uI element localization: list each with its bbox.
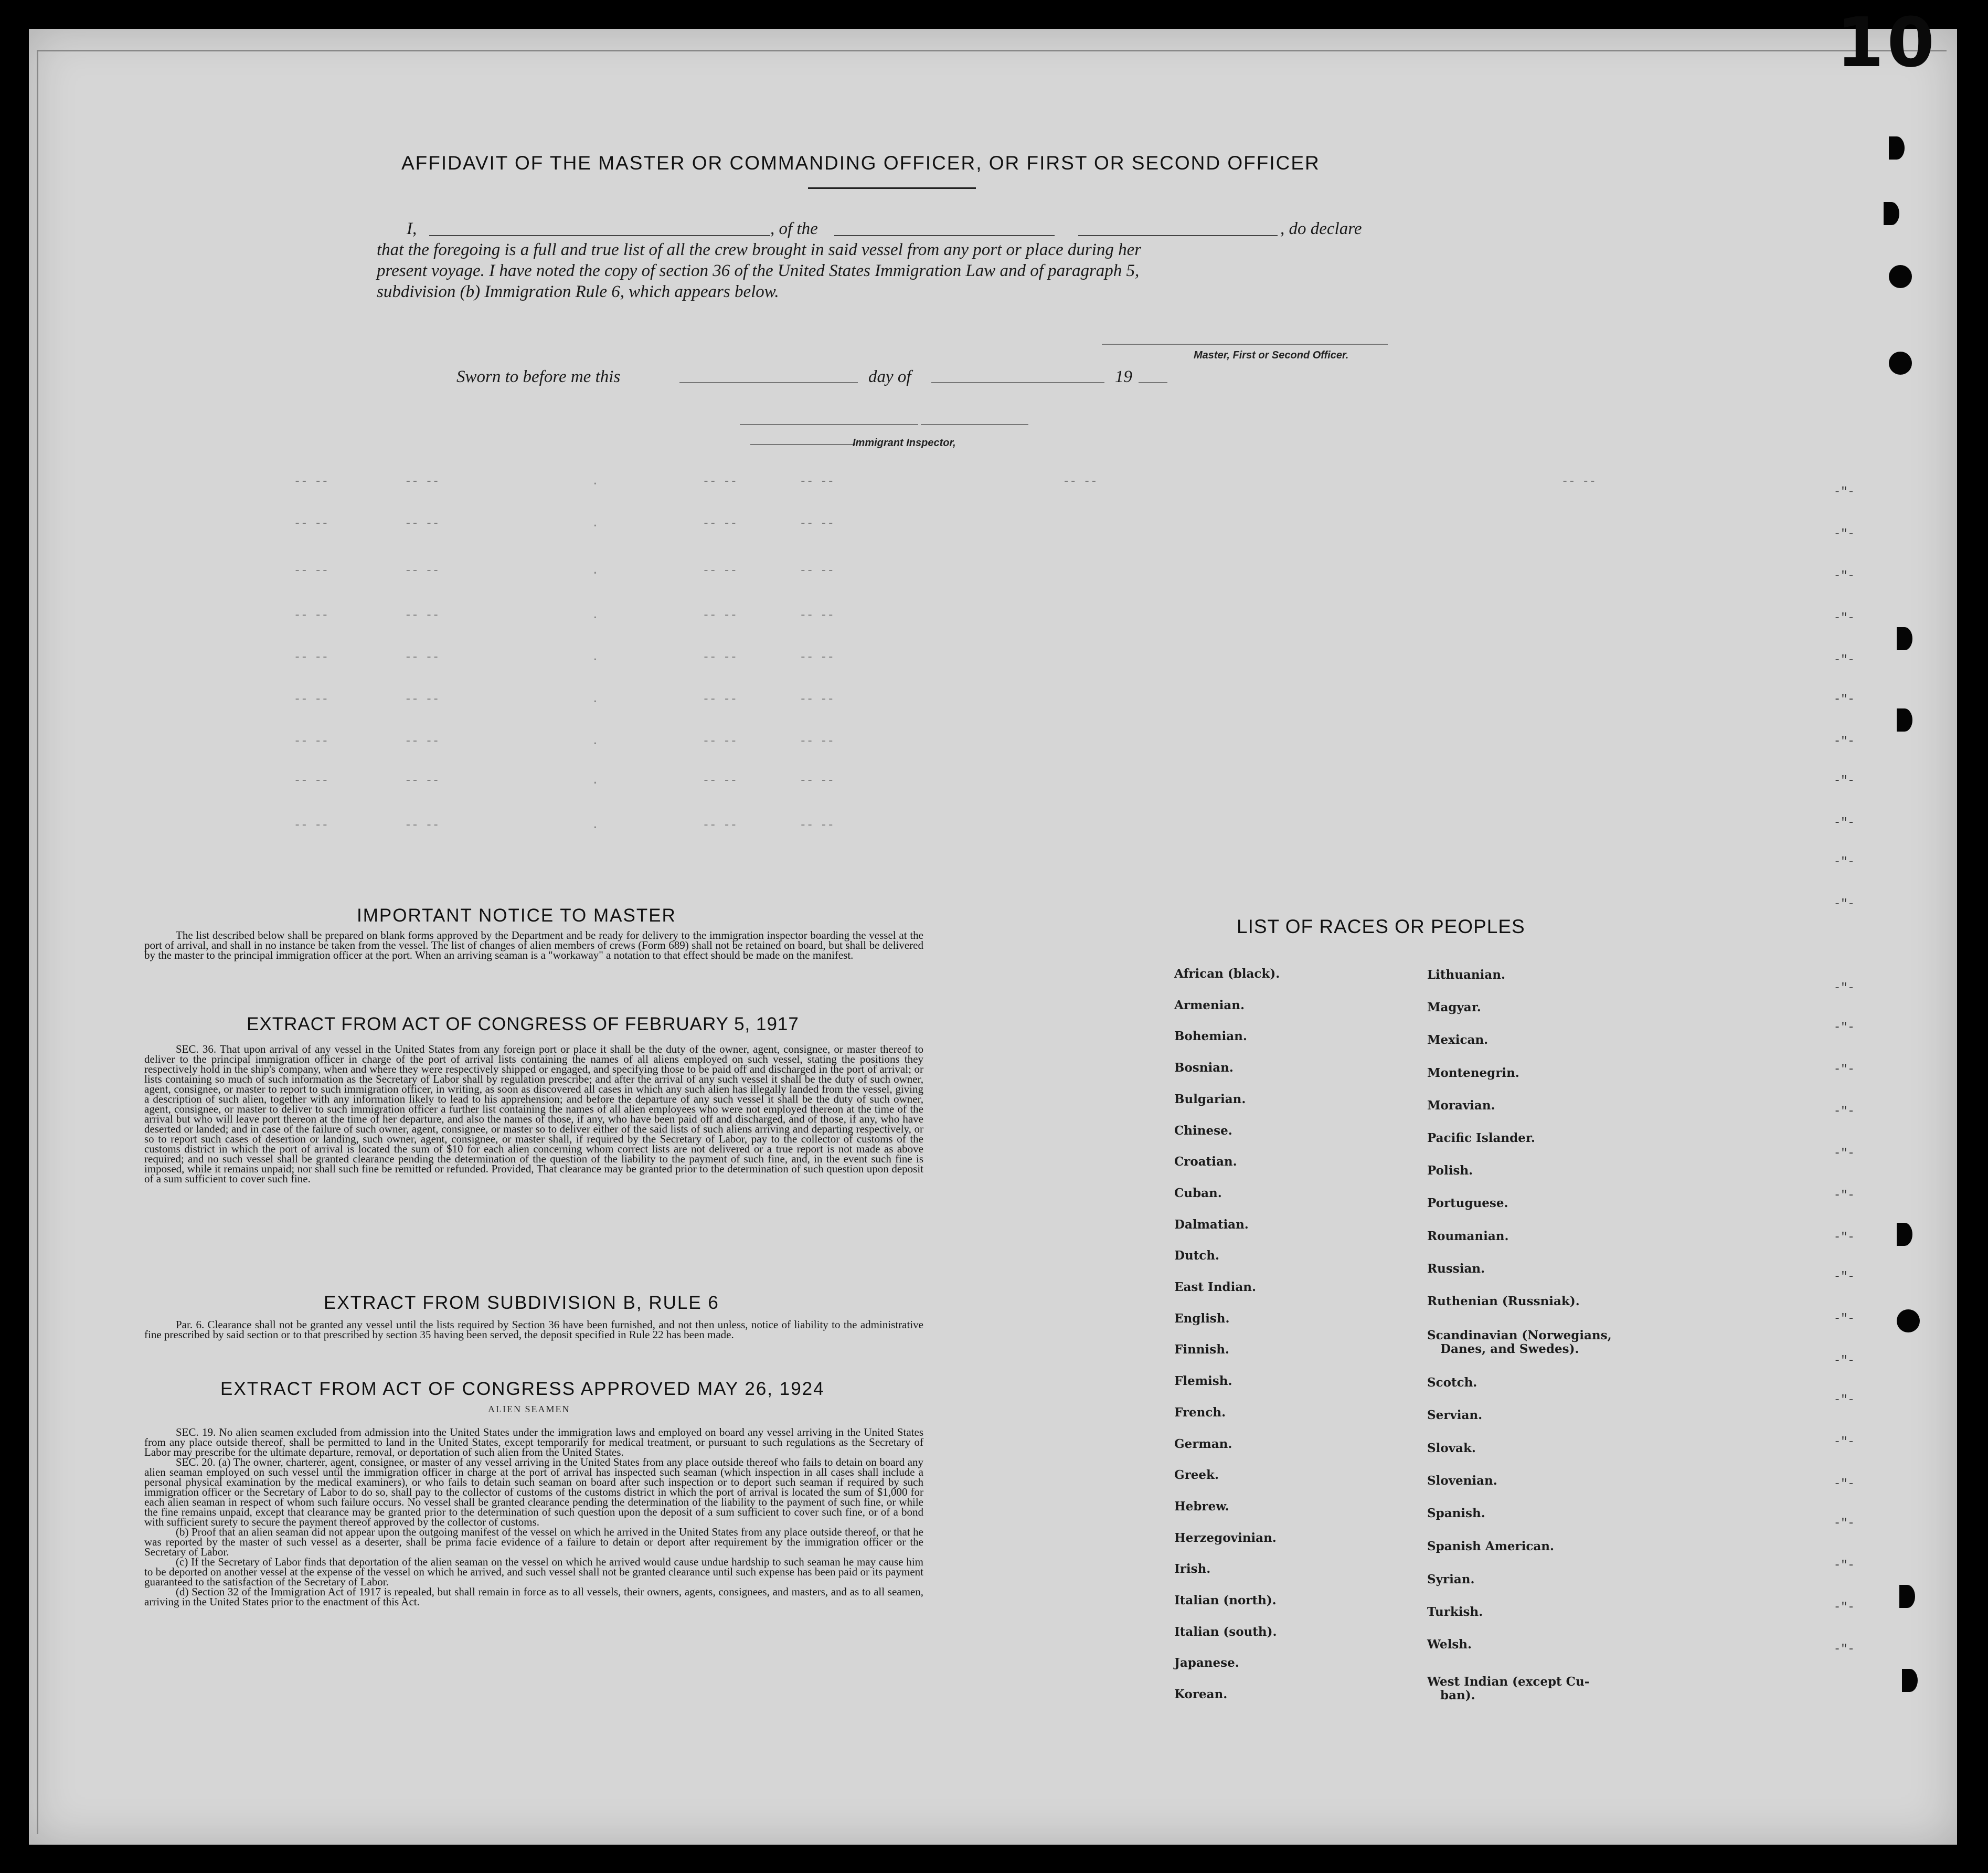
punch-hole-icon	[1899, 1585, 1915, 1608]
punch-hole-icon	[1897, 1309, 1920, 1332]
race-item: Portuguese.	[1427, 1196, 1508, 1210]
race-item: Bosnian.	[1174, 1061, 1234, 1075]
alien-seamen-subtitle: ALIEN SEAMEN	[488, 1404, 570, 1414]
inspector-blank-2[interactable]	[921, 424, 1028, 425]
race-item: Slovak.	[1427, 1441, 1476, 1455]
race-item: Russian.	[1427, 1262, 1485, 1276]
punch-hole-icon	[1889, 352, 1912, 375]
position-blank[interactable]	[834, 235, 1055, 236]
race-item: Japanese.	[1174, 1656, 1239, 1670]
race-item: English.	[1174, 1311, 1230, 1326]
ditto-mark: -"-	[1834, 1021, 1855, 1034]
race-item: Montenegrin.	[1427, 1066, 1519, 1080]
race-item: Hebrew.	[1174, 1499, 1229, 1514]
affidavit-declare: , do declare	[1280, 219, 1362, 238]
inspector-caption: Immigrant Inspector,	[853, 437, 956, 449]
sec-19-text: SEC. 19. No alien seamen excluded from admission into the United States under the immigration laws and employed on board any vessel arriving in the United States from any place outside thereof, shall be permitted to land in the United States, except temporarily for medical treatment, or pursuant to such regulations as the Secretary of Labor may prescribe for the ultimate departure, removal, or deportation of such alien from the United States.	[144, 1426, 923, 1458]
ditto-mark: -"-	[1834, 735, 1855, 748]
sworn-year: 19	[1115, 367, 1132, 386]
ditto-mark: -- -- -- -- . -- -- -- -- -- -- -- --	[294, 475, 1597, 488]
sec-20d-text: (d) Section 32 of the Immigration Act of 1917 is repealed, but shall remain in force as to all vessels, their owners, agents, consignees, and masters, and as to all seamen, arriving in the United States prior to the enactment of this Act.	[144, 1585, 923, 1608]
punch-hole-icon	[1897, 1223, 1912, 1246]
punch-hole-icon	[1902, 1669, 1918, 1692]
ditto-mark: -"-	[1834, 897, 1855, 911]
sec-20b-text: (b) Proof that an alien seaman did not appear upon the outgoing manifest of the vessel on which he arrived in the United States from any place outside thereof, or that he was reported by the master of such vessel as a deserter, shall be prima facie evidence of a failure to detain or deport after requirement by the immigration officer or the Secretary of Labor.	[144, 1526, 923, 1558]
race-item: Dutch.	[1174, 1248, 1220, 1263]
affidavit-of-the: , of the	[770, 219, 818, 238]
ditto-mark: -"-	[1834, 1477, 1855, 1490]
race-item: Roumanian.	[1427, 1229, 1509, 1243]
race-item: Danes, and Swedes).	[1440, 1342, 1579, 1356]
punch-hole-icon	[1897, 627, 1912, 650]
ditto-mark: -"-	[1834, 774, 1855, 787]
race-item: Servian.	[1427, 1408, 1483, 1422]
ditto-mark: -"-	[1834, 653, 1855, 666]
race-item: Scandinavian (Norwegians,	[1427, 1328, 1612, 1342]
ditto-mark: -"-	[1834, 1435, 1855, 1448]
ditto-mark: -"-	[1834, 981, 1855, 994]
master-caption: Master, First or Second Officer.	[1194, 350, 1349, 361]
race-item: Syrian.	[1427, 1572, 1475, 1586]
race-item: Dalmatian.	[1174, 1218, 1249, 1232]
race-item: Moravian.	[1427, 1098, 1495, 1113]
ditto-mark: -"-	[1834, 527, 1855, 541]
name-blank[interactable]	[429, 235, 770, 236]
ditto-mark: -"-	[1834, 1312, 1855, 1325]
race-item: Greek.	[1174, 1468, 1219, 1482]
vessel-blank[interactable]	[1078, 235, 1278, 236]
race-item: Herzegovinian.	[1174, 1531, 1277, 1545]
race-item: Pacific Islander.	[1427, 1131, 1535, 1145]
race-item: Spanish American.	[1427, 1539, 1555, 1553]
race-item: Italian (north).	[1174, 1593, 1277, 1607]
extract-1924-title: EXTRACT FROM ACT OF CONGRESS APPROVED MAY 26, 1924	[220, 1379, 825, 1399]
ditto-mark: -- -- -- -- . -- -- -- --	[294, 517, 834, 530]
extract-rule6-title: EXTRACT FROM SUBDIVISION B, RULE 6	[324, 1293, 719, 1313]
ditto-mark: -"-	[1834, 569, 1855, 583]
race-item: Turkish.	[1427, 1605, 1483, 1619]
ditto-mark: -"-	[1834, 693, 1855, 706]
race-item: Korean.	[1174, 1687, 1228, 1701]
punch-hole-icon	[1897, 708, 1912, 732]
race-item: Welsh.	[1427, 1637, 1472, 1652]
extract-1917-title: EXTRACT FROM ACT OF CONGRESS OF FEBRUARY 5, 1917	[247, 1014, 799, 1034]
ditto-mark: -- -- -- -- . -- -- -- --	[294, 609, 834, 622]
race-item: Mexican.	[1427, 1033, 1489, 1047]
race-item: Scotch.	[1427, 1375, 1477, 1390]
sworn-day-of: day of	[868, 367, 911, 386]
ditto-mark: -"-	[1834, 485, 1855, 499]
race-item: African (black).	[1174, 967, 1280, 981]
race-item: Spanish.	[1427, 1506, 1485, 1520]
affidavit-line-i: I,	[407, 219, 417, 238]
ditto-mark: -- -- -- -- . -- -- -- --	[294, 774, 834, 787]
inspector-blank-3[interactable]	[750, 444, 855, 445]
ditto-mark: -"-	[1834, 1393, 1855, 1406]
race-item: Croatian.	[1174, 1155, 1237, 1169]
signature-blank[interactable]	[1102, 344, 1388, 345]
ditto-mark: -"-	[1834, 1105, 1855, 1118]
ditto-mark: -"-	[1834, 1354, 1855, 1367]
sec-20c-text: (c) If the Secretary of Labor finds that deportation of the alien seaman on the vessel on which he arrived would cause undue hardship to such seaman he may cause him to be deported on another vessel at the expense of the vessel on which he arrived, and such vessel shall not be granted clearance until such expense has been paid or its payment guaranteed to the satisfaction of the Secretary of Labor.	[144, 1555, 923, 1588]
ditto-mark: -"-	[1834, 1601, 1855, 1614]
notice-title: IMPORTANT NOTICE TO MASTER	[357, 905, 676, 926]
race-item: German.	[1174, 1437, 1232, 1451]
race-item: Ruthenian (Russniak).	[1427, 1294, 1580, 1308]
sworn-year-blank[interactable]	[1139, 382, 1167, 383]
ditto-mark: -- -- -- -- . -- -- -- --	[294, 651, 834, 664]
race-item: Armenian.	[1174, 998, 1245, 1012]
affidavit-line-4: subdivision (b) Immigration Rule 6, which appears below.	[377, 282, 779, 301]
affidavit-title: AFFIDAVIT OF THE MASTER OR COMMANDING OFFICER, OR FIRST OR SECOND OFFICER	[401, 152, 1320, 174]
race-item: West Indian (except Cu-	[1427, 1675, 1590, 1689]
sworn-day-blank[interactable]	[679, 382, 858, 383]
sworn-month-blank[interactable]	[931, 382, 1104, 383]
race-item: Chinese.	[1174, 1124, 1232, 1138]
ditto-mark: -"-	[1834, 1189, 1855, 1202]
ditto-mark: -- -- -- -- . -- -- -- --	[294, 735, 834, 748]
race-item: Cuban.	[1174, 1186, 1222, 1200]
left-border	[37, 50, 38, 1834]
punch-hole-icon	[1884, 202, 1899, 225]
race-item: Bohemian.	[1174, 1029, 1247, 1043]
ditto-mark: -"-	[1834, 611, 1855, 625]
extract-rule6-text: Par. 6. Clearance shall not be granted any vessel until the lists required by Section 36 have been furnished, and not then unless, notice of liability to the administrative fine prescribed by said section or to that prescribed by section 35 having been served, the deposit specified in Rule 22 has been made.	[144, 1318, 923, 1341]
sworn-prefix: Sworn to before me this	[456, 367, 621, 386]
page-number: 10	[1836, 3, 1938, 82]
affidavit-line-2: that the foregoing is a full and true list of all the crew brought in said vessel from any port or place during her	[377, 240, 1142, 259]
sec-20a-text: SEC. 20. (a) The owner, charterer, agent, consignee, or master of any vessel arriving in the United States from any place outside thereof who fails to detain on board any alien seaman employed on such vessel until the immigration officer in charge at the port of arrival has inspected such seaman (which inspection in all cases shall include a personal physical examination by the medical examiners), or who fails to detain such seaman on board after such inspection or to deport such seaman if required by such immigration officer or the Secretary of Labor to do so, shall pay to the collector of customs of the customs district in which the port of arrival is located the sum of $1,000 for each alien seaman in respect of whom such failure occurs. No vessel shall be granted clearance pending the determination of the liability to the payment of such fine, or while the fine remains unpaid, except that clearance may be granted prior to the determination of such question upon the deposit of a sum sufficient to cover such fine, or of a bond with sufficient surety to secure the payment thereof approved by the collector of customs.	[144, 1456, 923, 1528]
race-item: Magyar.	[1427, 1000, 1481, 1014]
race-item: Irish.	[1174, 1562, 1211, 1576]
ditto-mark: -"-	[1834, 1231, 1855, 1244]
race-item: Finnish.	[1174, 1342, 1229, 1357]
ditto-mark: -"-	[1834, 1559, 1855, 1572]
ditto-mark: -"-	[1834, 1643, 1855, 1656]
extract-1924-body	[144, 1427, 923, 1607]
race-item: East Indian.	[1174, 1280, 1256, 1294]
top-border	[37, 50, 1947, 51]
races-title: LIST OF RACES OR PEOPLES	[1237, 916, 1525, 937]
ditto-mark: -- -- -- -- . -- -- -- --	[294, 564, 834, 577]
race-item: Flemish.	[1174, 1374, 1232, 1388]
ditto-mark: -"-	[1834, 1517, 1855, 1530]
extract-1917-text: SEC. 36. That upon arrival of any vessel in the United States from any foreign port or place it shall be the duty of the owner, agent, consignee, or master thereof to deliver to the principal immigration officer in charge of the port of arrival lists containing the names of all aliens employed on such vessel, stating the positions they respectively hold in the ship's company, when and where they were respectively shipped or engaged, and specifying those to be paid off and discharged in the port of arrival; or lists containing so much of such information as the Secretary of Labor shall by regulation prescribe; and after the arrival of any such vessel it shall be the duty of such owner, agent, consignee, or master to report to such immigration officer, in writing, as soon as discovered all cases in which any such alien has illegally landed from the vessel, giving a description of such alien, together with any information likely to lead to his apprehension; and before the departure of any such vessel it shall be the duty of such owner, agent, consignee, or master to deliver to such immigration officer a further list containing the names of all alien employees who were not employed thereon at the time of the arrival but who will leave port thereon at the time of her departure, and also the names of those, if any, who have been paid off and discharged, and of those, if any, who have deserted or landed; and in case of the failure of such owner, agent, consignee, or master so to deliver either of the said lists of such aliens arriving and departing respectively, or so to report such cases of desertion or landing, such owner, agent, consignee, or master shall, if required by the Secretary of Labor, pay to the collector of customs of the customs district in which the port of arrival is located the sum of $10 for each alien concerning whom correct lists are not delivered or a true report is not made as above required; and no such vessel shall be granted clearance pending the determination of the question of the liability to the payment of such fine, and, in the event such fine is imposed, while it remains unpaid; nor shall such fine be remitted or refunded. Provided, That clearance may be granted prior to the determination of such question upon deposit of a sum sufficient to cover such fine.	[144, 1043, 923, 1185]
race-item: Polish.	[1427, 1163, 1473, 1178]
affidavit-line-3: present voyage. I have noted the copy of section 36 of the United States Immigration Law and of paragraph 5,	[377, 261, 1140, 280]
extract-rule6-body	[144, 1320, 923, 1340]
race-item: Lithuanian.	[1427, 968, 1505, 982]
ditto-mark: -- -- -- -- . -- -- -- --	[294, 819, 834, 832]
extract-1917-body	[144, 1044, 923, 1184]
punch-hole-icon	[1889, 136, 1905, 160]
race-item: Slovenian.	[1427, 1474, 1497, 1488]
race-item: French.	[1174, 1405, 1226, 1420]
ditto-mark: -"-	[1834, 1063, 1855, 1076]
inspector-blank-1[interactable]	[740, 424, 918, 425]
race-item: Bulgarian.	[1174, 1092, 1246, 1106]
race-item: Italian (south).	[1174, 1625, 1277, 1639]
punch-hole-icon	[1889, 265, 1912, 288]
race-item: ban).	[1440, 1688, 1475, 1702]
ditto-mark: -"-	[1834, 855, 1855, 869]
ditto-mark: -"-	[1834, 816, 1855, 829]
notice-text: The list described below shall be prepared on blank forms approved by the Department and be ready for delivery to the immigration inspector boarding the vessel at the port of arrival, and shall in no instance be taken from the vessel. The list of changes of alien members of crews (Form 689) shall not be retained on board, but shall be delivered by the master to the principal immigration officer at the port. When an arriving seaman is a "workaway" a notation to that effect should be made on the manifest.	[144, 929, 923, 961]
ditto-mark: -"-	[1834, 1270, 1855, 1283]
ditto-mark: -- -- -- -- . -- -- -- --	[294, 693, 834, 706]
title-underline	[808, 187, 976, 189]
notice-body	[144, 930, 923, 960]
ditto-mark: -"-	[1834, 1147, 1855, 1160]
